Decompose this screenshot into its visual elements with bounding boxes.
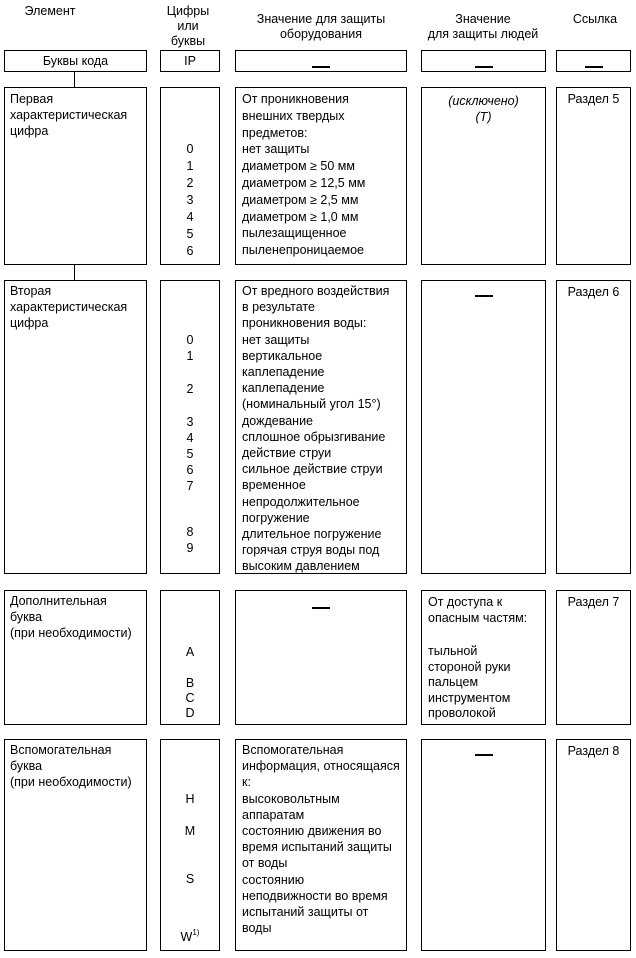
equipment-line: состоянию движения во — [242, 824, 382, 839]
additional-letter-people-items — [428, 644, 511, 722]
dash-mark — [312, 607, 330, 609]
equipment-line: неподвижности во время — [242, 888, 388, 903]
header-digits-line: или — [177, 19, 199, 33]
auxiliary-letter-people-box — [421, 739, 546, 951]
auxiliary-letter-code: H — [185, 792, 195, 806]
equipment-line: воды — [242, 921, 272, 936]
second-digit-code: 6 — [186, 463, 194, 477]
equipment-line: непродолжительное — [242, 494, 360, 509]
connector-line — [74, 265, 75, 280]
second-digit-code: 0 — [186, 333, 194, 347]
auxiliary-letter-code: M — [184, 824, 196, 838]
code-value: 6 — [186, 244, 194, 258]
header-digits-line: Цифры — [166, 4, 210, 18]
second-digit-code: 1 — [186, 349, 194, 363]
additional-letter-element — [10, 593, 132, 642]
header-equipment-line: Значение для защиты — [256, 12, 386, 26]
equipment-line: погружение — [242, 510, 310, 525]
code-value: 4 — [186, 210, 194, 224]
equipment-line: пылезащищенное — [242, 226, 347, 241]
element-line: (при необходимости) — [10, 775, 132, 790]
footnote-marker: 1) — [192, 928, 200, 937]
second-digit-code: 9 — [186, 541, 194, 555]
code-value: C — [185, 691, 195, 705]
element-line: Вспомогательная — [10, 743, 112, 757]
first-digit-people — [421, 93, 546, 125]
equipment-line: (номинальный угол 15°) — [242, 397, 381, 412]
code-value: 3 — [186, 193, 194, 207]
equipment-line: вертикальное — [242, 348, 323, 363]
additional-letter-reference-box — [556, 590, 631, 725]
people-line: опасным частям: — [428, 611, 528, 626]
code-row-reference-dash — [556, 59, 631, 73]
second-digit-reference-box — [556, 280, 631, 574]
equipment-line: испытаний защиты от — [242, 905, 369, 920]
header-digits-line: буквы — [170, 34, 206, 48]
equipment-line: временное — [242, 478, 306, 493]
additional-letter-equipment-dash — [235, 600, 407, 614]
element-line: буква — [10, 759, 43, 774]
dash-mark — [475, 754, 493, 756]
auxiliary-letter-equipment — [242, 742, 400, 936]
header-people-line: для защиты людей — [427, 27, 539, 41]
element-line: характеристическая — [10, 300, 128, 315]
code-row-people-dash — [421, 59, 546, 73]
equipment-line: От вредного воздействия — [242, 284, 390, 298]
equipment-line: диаметром ≥ 1,0 мм — [242, 209, 359, 224]
equipment-line: внешних твердых — [242, 108, 345, 123]
additional-letter-reference: Раздел 7 — [567, 595, 620, 609]
equipment-line: состоянию — [242, 872, 305, 887]
second-digit-code: 3 — [186, 415, 194, 429]
auxiliary-letter-code — [160, 929, 220, 945]
first-digit-reference-box — [556, 87, 631, 265]
equipment-line: горячая струя воды под — [242, 543, 380, 558]
second-digit-equipment — [242, 283, 389, 575]
equipment-line: информация, относящаяся — [242, 759, 400, 774]
additional-letter-people — [428, 594, 527, 626]
connector-line — [74, 72, 75, 87]
people-line: инструментом — [428, 690, 511, 705]
auxiliary-letter-code: S — [185, 872, 195, 886]
dash-mark — [475, 295, 493, 297]
element-line: буква — [10, 610, 43, 625]
equipment-line: сильное действие струи — [242, 462, 383, 477]
second-digit-code: 2 — [186, 382, 194, 396]
equipment-line: нет защиты — [242, 332, 310, 347]
header-equipment — [236, 12, 406, 42]
equipment-line: каплепадение — [242, 381, 325, 396]
first-digit-codes — [160, 141, 220, 260]
auxiliary-letter-codes-box — [160, 739, 220, 951]
second-digit-code: 4 — [186, 431, 194, 445]
equipment-line: в результате — [242, 300, 315, 315]
second-digit-code: 5 — [186, 447, 194, 461]
code-value: 5 — [186, 227, 194, 241]
additional-letter-code: A — [185, 645, 195, 659]
equipment-line: диаметром ≥ 50 мм — [242, 159, 355, 174]
header-people-line: Значение — [455, 12, 511, 26]
code-value: D — [185, 706, 195, 720]
equipment-line: диаметром ≥ 12,5 мм — [242, 175, 366, 190]
equipment-line: предметов: — [242, 125, 308, 140]
equipment-line: диаметром ≥ 2,5 мм — [242, 192, 359, 207]
equipment-line: длительное погружение — [242, 527, 382, 542]
second-digit-element — [10, 283, 127, 332]
people-line: проволокой — [428, 706, 496, 721]
first-digit-reference: Раздел 5 — [567, 92, 620, 106]
element-line: (при необходимости) — [10, 626, 132, 641]
equipment-line: проникновения воды: — [242, 316, 367, 331]
header-people — [420, 12, 546, 42]
code-value: B — [185, 676, 195, 690]
element-line: цифра — [10, 124, 49, 139]
equipment-line: действие струи — [242, 446, 332, 461]
second-digit-people-dash — [421, 288, 546, 302]
equipment-line: время испытаний защиты — [242, 840, 392, 855]
element-line: Первая — [10, 92, 54, 106]
equipment-line: высоким давлением — [242, 559, 360, 574]
equipment-line: к: — [242, 775, 251, 790]
header-reference: Ссылка — [572, 12, 618, 26]
second-digit-code: 7 — [186, 479, 194, 493]
second-digit-code: 8 — [186, 525, 194, 539]
people-line: пальцем — [428, 675, 479, 690]
equipment-line: От проникновения — [242, 92, 349, 106]
code-value: 1 — [186, 159, 194, 173]
people-line: От доступа к — [428, 595, 503, 609]
code-row-equipment-dash — [235, 59, 407, 73]
element-line: цифра — [10, 316, 49, 331]
equipment-line: сплошное обрызгивание — [242, 429, 386, 444]
people-line: (исключено) — [448, 94, 519, 108]
people-line: (T) — [475, 110, 492, 125]
element-line: Вторая — [10, 284, 52, 298]
equipment-line: каплепадение — [242, 365, 325, 380]
code-value: 0 — [186, 142, 194, 156]
equipment-line: от воды — [242, 856, 288, 871]
header-equipment-line: оборудования — [279, 27, 363, 41]
element-line: характеристическая — [10, 108, 128, 123]
code-row-element: Буквы кода — [42, 54, 109, 68]
equipment-line: нет защиты — [242, 142, 310, 157]
auxiliary-letter-people-dash — [421, 747, 546, 761]
equipment-line: дождевание — [242, 413, 314, 428]
equipment-line: Вспомогательная — [242, 743, 344, 757]
first-digit-equipment — [242, 91, 365, 259]
equipment-line: аппаратам — [242, 807, 305, 822]
header-digits — [158, 4, 218, 49]
code-value: 2 — [186, 176, 194, 190]
header-element: Элемент — [24, 4, 76, 18]
second-digit-people-box — [421, 280, 546, 574]
equipment-line: пыленепроницаемое — [242, 243, 364, 258]
first-digit-element — [10, 91, 127, 140]
auxiliary-letter-reference: Раздел 8 — [567, 744, 620, 758]
people-line: стороной руки — [428, 659, 511, 674]
additional-letter-code — [160, 676, 220, 721]
auxiliary-letter-reference-box — [556, 739, 631, 951]
element-line: Дополнительная — [10, 594, 107, 608]
code-value: W — [180, 930, 193, 944]
people-line: тыльной — [428, 644, 478, 658]
second-digit-reference: Раздел 6 — [567, 285, 620, 299]
code-row-digits: IP — [184, 54, 196, 68]
auxiliary-letter-element — [10, 742, 132, 791]
equipment-line: высоковольтным — [242, 791, 340, 806]
